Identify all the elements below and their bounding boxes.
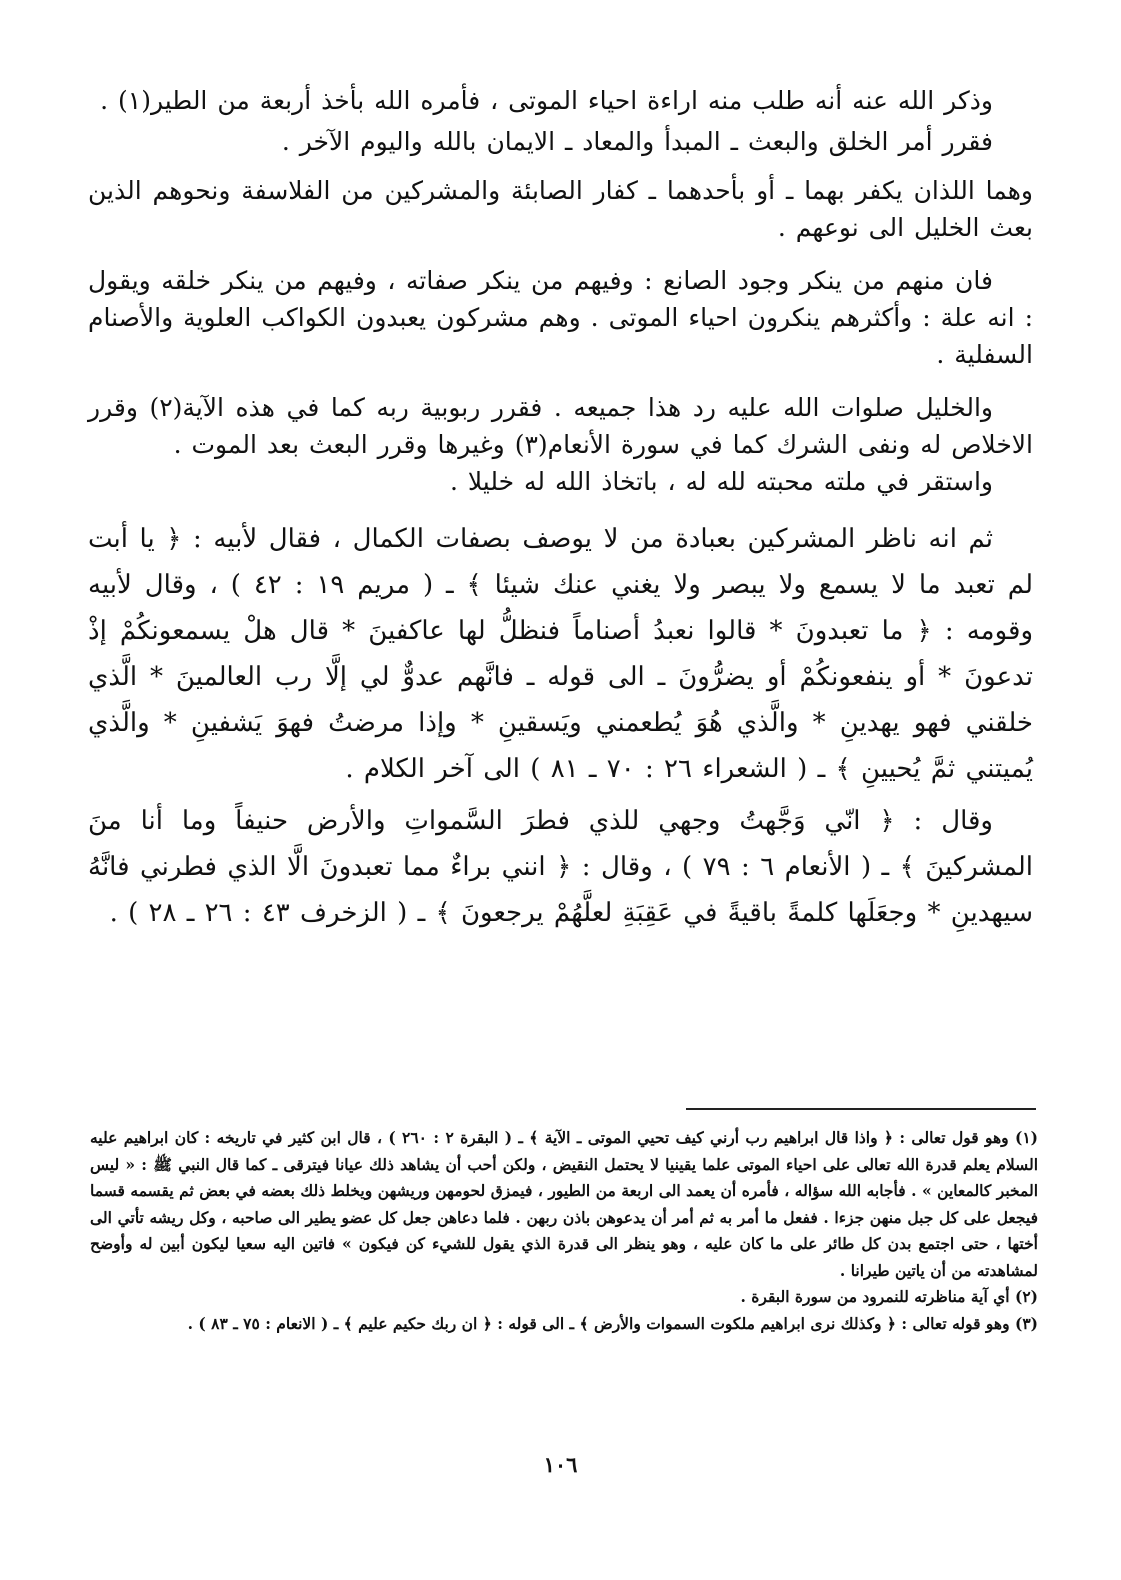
paragraph-1: وذكر الله عنه أنه طلب منه اراءة احياء الموتى ، فأمره الله بأخذ أربعة من الطير(١) . [100,86,993,115]
paragraph-4: فان منهم من ينكر وجود الصانع : وفيهم من ينكر صفاته ، وفيهم من ينكر خلقه ويقول : انه علة : وأكثرهم ينكرون احياء الموتى . وهم مشركون يعبدون الكواكب العلوية والأصنام السفلية . [88,266,1033,369]
footnote-2: (٢) أي آية مناظرته للنمرود من سورة البقرة . [740,1287,1038,1306]
paragraph-3: وهما اللذان يكفر بهما ـ أو بأحدهما ـ كفار الصابئة والمشركين من الفلاسفة ونحوهم الذين بعث الخليل الى نوعهم . [88,176,1033,242]
footnote-separator [686,1108,1036,1110]
footnote-3: (٣) وهو قوله تعالى : ﴿ وكذلك نرى ابراهيم ملكوت السموات والأرض ﴾ ـ الى قوله : ﴿ ان ربك حكيم عليم ﴾ ـ ( الانعام : ٧٥ ـ ٨٣ ) . [187,1313,1038,1333]
paragraph-6: واستقر في ملته محبته لله له ، باتخاذ الله له خليلا . [450,467,993,496]
footnotes [90,1125,1038,1337]
paragraph-7: ثم انه ناظر المشركين بعبادة من لا يوصف بصفات الكمال ، فقال لأبيه : ﴿ يا أبت لم تعبد ما لا يسمع ولا يبصر ولا يغني عنك شيئا ﴾ ـ ( مريم ١٩ : ٤٢ ) ، وقال لأبيه وقومه : ﴿ ما تعبدونَ * قالوا نعبدُ أصناماً فنظلُّ لها عاكفينَ * قال هلْ يسمعونكُمْ إذْ تدعونَ * أو ينفعونكُمْ أو يضرُّونَ ـ الى قوله ـ فانَّهم عدوٌّ لي إلَّا رب العالمينَ * الَّذي خلقني فهو يهدينِ * والَّذي هُوَ يُطعمني ويَسقينِ * وإذا مرضتُ فهوَ يَشفينِ * والَّذي يُميتني ثمَّ يُحيينِ ﴾ ـ ( الشعراء ٢٦ : ٧٠ ـ ٨١ ) الى آخر الكلام . [88,524,1033,784]
paragraph-5: والخليل صلوات الله عليه رد هذا جميعه . فقرر ربوبية ربه كما في هذه الآية(٢) وقرر الاخلاص له ونفى الشرك كما في سورة الأنعام(٣) وغيرها وقرر البعث بعد الموت . [88,393,1033,459]
paragraph-8: وقال : ﴿ انّي وَجَّهتُ وجهي للذي فطرَ السَّمواتِ والأرض حنيفاً وما أنا منَ المشركينَ ﴾ ـ ( الأنعام ٦ : ٧٩ ) ، وقال : ﴿ انني براءٌ مما تعبدونَ الَّا الذي فطرني فانَّهُ سيهدينِ * وجعَلَها كلمةً باقيةً في عَقِبَةِ لعلَّهُمْ يرجعونَ ﴾ ـ ( الزخرف ٤٣ : ٢٦ ـ ٢٨ ) . [88,806,1033,928]
paragraph-2: فقرر أمر الخلق والبعث ـ المبدأ والمعاد ـ الايمان بالله واليوم الآخر . [281,127,993,156]
main-text [88,82,1033,936]
footnote-1: (١) وهو قول تعالى : ﴿ واذا قال ابراهيم رب أرني كيف تحيي الموتى ـ الآية ﴾ ـ ( البقرة ٢ : ٢٦٠ ) ، قال ابن كثير في تاريخه : كان ابراهيم عليه السلام يعلم قدرة الله تعالى على احياء الموتى علما يقينيا لا يحتمل النقيض ، ولكن أحب أن يشاهد ذلك عيانا فيترقى ـ كما قال النبي ﷺ : « ليس المخبر كالمعاين » . فأجابه الله سؤاله ، فأمره أن يعمد الى اربعة من الطيور ، فيمزق لحومهن وريشهن ويخلط ذلك بعضه في بعض ثم يقسمه قسما فيجعل على كل جبل منهن جزءا . ففعل ما أمر به ثم أمر أن يدعوهن باذن ربهن . فلما دعاهن جعل كل عضو يطير الى صاحبه ، وكل ريشه تأتي الى أختها ، حتى اجتمع بدن كل طائر على ما كان عليه ، وهو ينظر الى قدرة الذي يقول للشيء كن فيكون » فاتين اليه سعيا ليكون أبين له وأوضح لمشاهدته من أن ياتين طيرانا . [90,1128,1038,1280]
page-number: ١٠٦ [543,1452,578,1477]
